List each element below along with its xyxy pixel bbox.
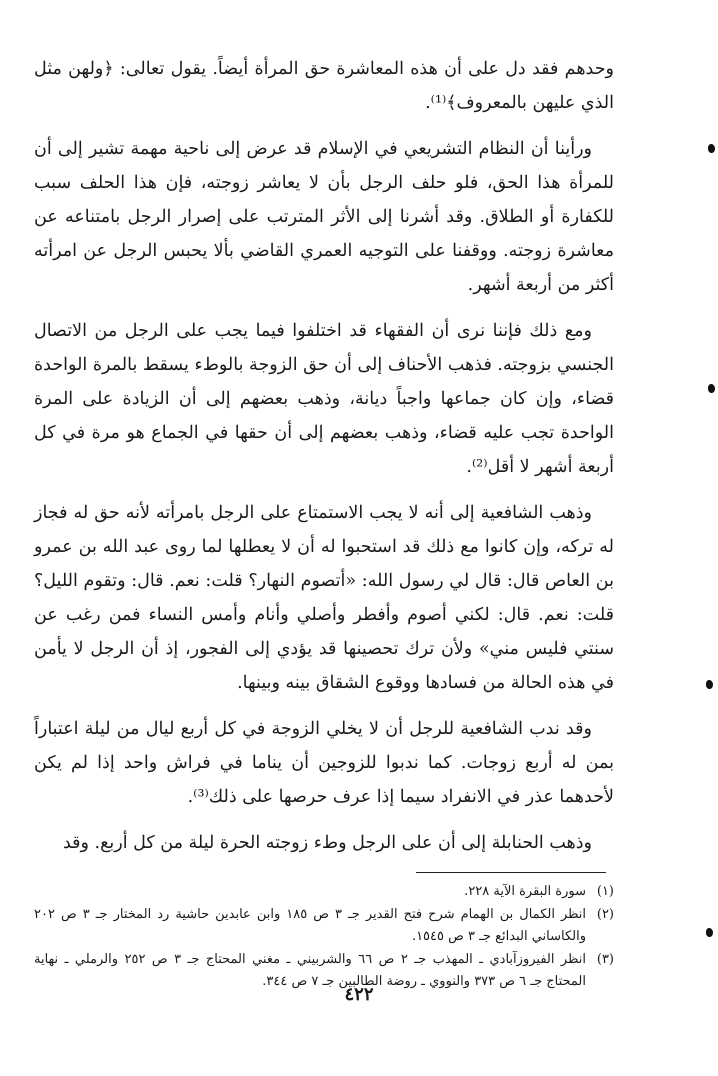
- footnote-text: انظر الكمال بن الهمام شرح فتح القدير جـ ٣ ص ١٨٥ وابن عابدين حاشية رد المختار جـ ٣ ص ٢٠٢ والكاساني البدائع جـ ٣ ص ١٥٤٥.: [34, 907, 587, 944]
- paragraph: ورأينا أن النظام التشريعي في الإسلام قد عرض إلى ناحية مهمة تشير إلى أن للمرأة هذا الحق، فلو حلف الرجل بأن لا يعاشر زوجته، فإن هذا الحلف سبب للكفارة أو الطلاق. وقد أشرنا إلى الأثر المترتب على إصرار الرجل بامتناعه عن معاشرة زوجته. ووقفنا على التوجيه العمري القاضي بألا يحبس الرجل عن امرأته أكثر من أربعة أشهر.: [34, 139, 614, 295]
- footnote-text: سورة البقرة الآية ٢٢٨.: [464, 884, 586, 899]
- scan-mark: [708, 144, 715, 153]
- footnote-number: (٣): [596, 952, 614, 967]
- paragraph: وحدهم فقد دل على أن هذه المعاشرة حق المرأة أيضاً. يقول تعالى: ﴿ولهن مثل الذي عليهن بالمعروف﴾⁽¹⁾.: [34, 59, 614, 113]
- footnote-divider: [416, 872, 606, 873]
- footnote: [34, 904, 614, 948]
- scan-mark: [708, 384, 715, 393]
- paragraph: وذهب الشافعية إلى أنه لا يجب الاستمتاع على الرجل بامرأته لأنه حق له فجاز له تركه، وإن كانوا مع ذلك قد استحبوا له أن لا يعطلها لما روى عبد الله بن عمرو بن العاص قال: قال لي رسول الله: «أتصوم النهار؟ قلت: نعم. قال: وتقوم الليل؟ قلت: نعم. قال: لكني أصوم وأفطر وأصلي وأنام وأمس النساء فمن رغب عن سنتي فليس مني» ولأن ترك تحصينها قد يؤدي إلى الفجور، إذ أن الرجل لا يأمن في هذه الحالة من فسادها ووقوع الشقاق بينه وبينها.: [34, 503, 614, 693]
- footnote-number: (٢): [596, 907, 614, 922]
- scan-mark: [706, 928, 713, 937]
- page-number: ٤٢٢: [344, 984, 374, 1005]
- footnotes: [34, 872, 614, 993]
- paragraph: وقد ندب الشافعية للرجل أن لا يخلي الزوجة في كل أربع ليال من ليلة اعتباراً بمن له أربع زوجات. كما ندبوا للزوجين أن يناما في فراش واحد إذا لم يكن لأحدهما عذر في الانفراد سيما إذا عرف حرصها على ذلك⁽³⁾.: [34, 719, 614, 807]
- scan-mark: [706, 680, 713, 689]
- footnote: [34, 881, 614, 903]
- paragraph: وذهب الحنابلة إلى أن على الرجل وطء زوجته الحرة ليلة من كل أربع. وقد: [62, 833, 592, 853]
- paragraph: ومع ذلك فإننا نرى أن الفقهاء قد اختلفوا فيما يجب على الرجل من الاتصال الجنسي بزوجته. فذهب الأحناف إلى أن حق الزوجة بالوطء يسقط بالمرة الواحدة قضاء، وإن كان جماعها واجباً ديانة، وذهب بعضهم إلى أن الزيادة على المرة الواحدة تجب عليه قضاء، وذهب بعضهم إلى أن حقها في الجماع هو مرة في كل أربعة أشهر لا أقل⁽²⁾.: [34, 321, 614, 477]
- page-body: [34, 52, 614, 994]
- footnote-text: انظر الفيروزآبادي ـ المهذب جـ ٢ ص ٦٦ والشربيني ـ مغني المحتاج جـ ٣ ص ٢٥٢ والرملي ـ نهاية المحتاج جـ ٦ ص ٣٧٣ والنووي ـ روضة الطالبين جـ ٧ ص ٣٤٤.: [34, 952, 586, 989]
- footnote-number: (١): [596, 884, 614, 899]
